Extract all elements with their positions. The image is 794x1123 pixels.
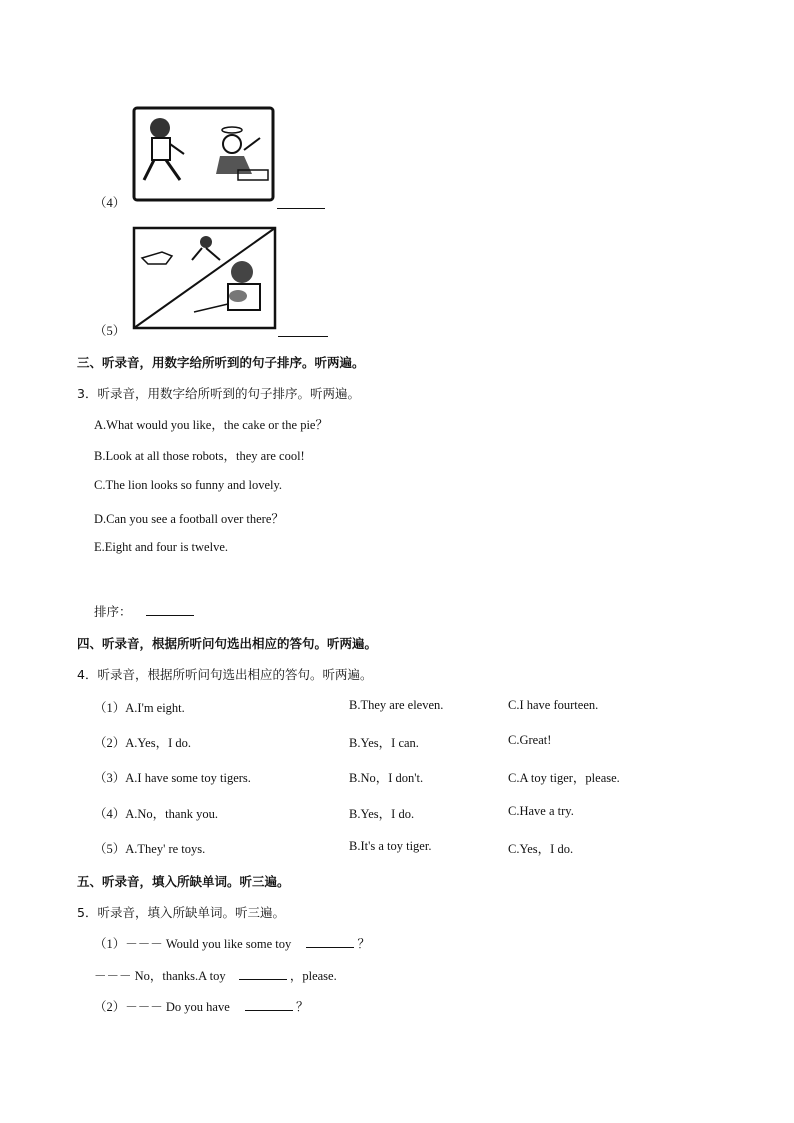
option-b: B.Yes，I can. xyxy=(349,736,419,750)
fill-text: （2）－－－ Do you have xyxy=(94,1000,230,1014)
fill-line xyxy=(94,934,370,952)
option-a: （5）A.They' re toys. xyxy=(94,842,206,856)
option-c: C.A toy tiger，please. xyxy=(508,771,620,785)
dog-runner-and-kid-with-cat-icon xyxy=(132,226,278,332)
option-b: B.No，I don't. xyxy=(349,771,424,785)
order-label-text: 排序： xyxy=(94,604,132,619)
fill-text: ？ xyxy=(357,937,371,951)
boy-walking-and-angel-doll-icon xyxy=(132,100,278,204)
sentence-item: C.The lion looks so funny and lovely. xyxy=(94,478,283,492)
fill-text: ？ xyxy=(296,1000,309,1014)
option-c: C.Yes，I do. xyxy=(508,842,574,856)
sentence-item: E.Eight and four is twelve. xyxy=(94,540,228,554)
option-b: B.It's a toy tiger. xyxy=(349,839,432,853)
fill-line xyxy=(94,997,309,1015)
order-blank[interactable] xyxy=(146,603,194,616)
fill-text: （1）－－－ Would you like some toy xyxy=(94,937,292,951)
sentence-item: D.Can you see a football over there？ xyxy=(94,512,284,526)
option-a: （2）A.Yes，I do. xyxy=(94,736,192,750)
sentence-item: A.What would you like，the cake or the pie？ xyxy=(94,418,328,432)
option-a: （1）A.I'm eight. xyxy=(94,701,185,715)
question-title: 5．听录音，填入所缺单词。听三遍。 xyxy=(77,905,285,920)
question-title: 3．听录音，用数字给所听到的句子排序。听两遍。 xyxy=(77,386,360,401)
fill-text: ，please. xyxy=(289,969,337,983)
question-title: 4．听录音，根据所听问句选出相应的答句。听两遍。 xyxy=(77,667,373,682)
option-c: C.I have fourteen. xyxy=(508,698,599,712)
option-a: （3）A.I have some toy tigers. xyxy=(94,771,251,785)
section-heading: 三、听录音，用数字给所听到的句子排序。听两遍。 xyxy=(77,355,365,370)
picture-number: （4） xyxy=(94,196,126,210)
option-b: B.They are eleven. xyxy=(349,698,444,712)
answer-blank[interactable] xyxy=(278,324,328,337)
fill-text: －－－ No，thanks.A toy xyxy=(94,969,226,983)
answer-blank[interactable] xyxy=(277,196,325,209)
picture-number: （5） xyxy=(94,324,126,338)
option-a: （4）A.No，thank you. xyxy=(94,807,218,821)
fill-blank[interactable] xyxy=(245,998,293,1011)
order-label xyxy=(94,602,194,620)
sentence-item: B.Look at all those robots，they are cool! xyxy=(94,449,305,463)
option-c: C.Have a try. xyxy=(508,804,574,818)
section-heading: 五、听录音，填入所缺单词。听三遍。 xyxy=(77,874,290,889)
option-b: B.Yes，I do. xyxy=(349,807,415,821)
fill-line xyxy=(94,966,337,984)
section-heading: 四、听录音，根据所听问句选出相应的答句。听两遍。 xyxy=(77,636,378,651)
fill-blank[interactable] xyxy=(239,967,287,980)
fill-blank[interactable] xyxy=(306,935,354,948)
option-c: C.Great! xyxy=(508,733,552,747)
